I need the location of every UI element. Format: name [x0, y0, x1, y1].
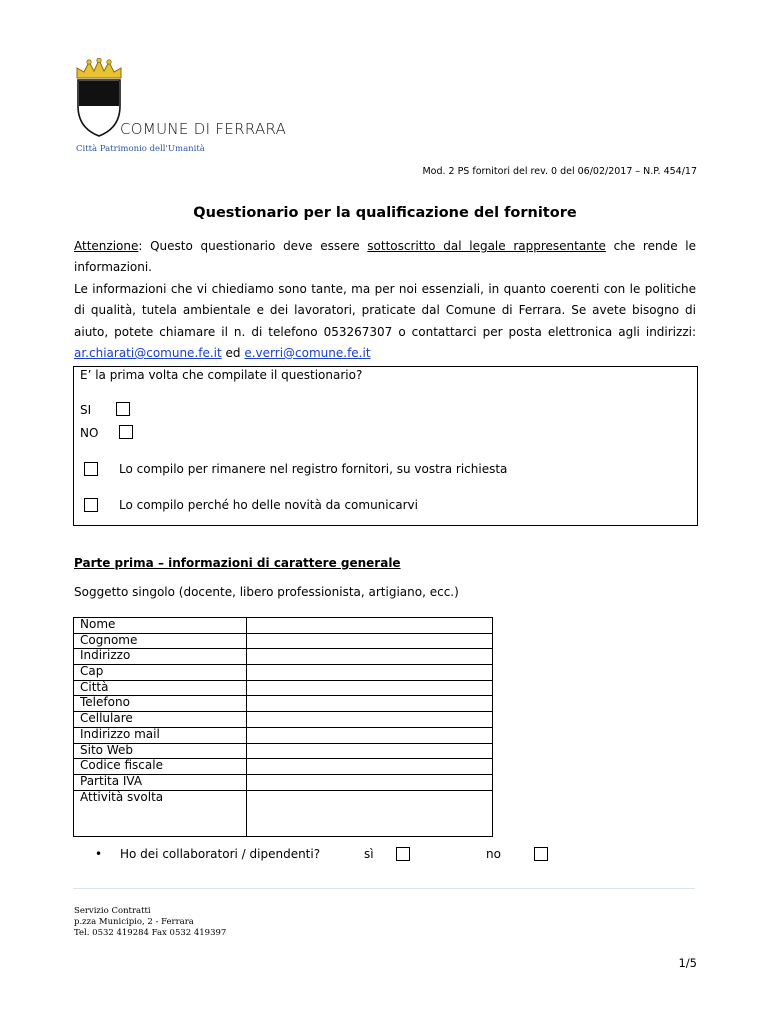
collaborators-no-checkbox[interactable]	[534, 847, 548, 861]
section-heading: Parte prima – informazioni di carattere generale	[74, 556, 401, 570]
field-input[interactable]	[247, 774, 493, 790]
option-2-label: Lo compilo perché ho delle novità da comunicarvi	[119, 498, 418, 512]
field-label: Cap	[74, 665, 247, 681]
field-label: Indirizzo	[74, 649, 247, 665]
field-label: Città	[74, 680, 247, 696]
table-row	[74, 665, 493, 681]
field-input[interactable]	[247, 665, 493, 681]
field-label: Cognome	[74, 633, 247, 649]
table-row	[74, 743, 493, 759]
field-label: Cellulare	[74, 712, 247, 728]
table-row	[74, 649, 493, 665]
first-time-box	[73, 366, 698, 526]
footer-line-3: Tel. 0532 419284 Fax 0532 419397	[74, 928, 227, 938]
field-input[interactable]	[247, 743, 493, 759]
field-label: Sito Web	[74, 743, 247, 759]
bullet-icon: •	[95, 847, 103, 861]
yes-checkbox[interactable]	[116, 402, 130, 416]
city-motto: Città Patrimonio dell'Umanità	[76, 144, 205, 154]
attention-text-2: che rende le informazioni.	[74, 239, 697, 275]
attention-underlined: sottoscritto dal legale rappresentante	[367, 239, 606, 253]
table-row	[74, 759, 493, 775]
table-row	[74, 696, 493, 712]
collaborators-no-label: no	[486, 847, 501, 861]
field-input[interactable]	[247, 727, 493, 743]
field-input[interactable]	[247, 680, 493, 696]
collaborators-yes-checkbox[interactable]	[396, 847, 410, 861]
section-subheading: Soggetto singolo (docente, libero professionista, artigiano, ecc.)	[74, 585, 459, 599]
intro-paragraph	[74, 279, 696, 364]
first-time-question: E’ la prima volta che compilate il questionario?	[80, 368, 363, 382]
footer-divider	[73, 888, 695, 889]
yes-label: SI	[80, 403, 92, 417]
table-row	[74, 727, 493, 743]
city-name: COMUNE DI FERRARA	[120, 120, 287, 138]
footer	[74, 906, 226, 939]
field-label: Codice fiscale	[74, 759, 247, 775]
collaborators-question: Ho dei collaboratori / dipendenti?	[120, 847, 321, 861]
crown-icon	[74, 58, 124, 80]
table-row	[74, 618, 493, 634]
and-text: ed	[221, 345, 245, 360]
option-2-checkbox[interactable]	[84, 498, 98, 512]
no-checkbox[interactable]	[119, 425, 133, 439]
table-row	[74, 633, 493, 649]
option-1-label: Lo compilo per rimanere nel registro fornitori, su vostra richiesta	[119, 462, 508, 476]
no-label: NO	[80, 426, 99, 440]
collaborators-yes-label: sì	[364, 847, 374, 861]
field-label: Attività svolta	[74, 790, 247, 836]
field-input[interactable]	[247, 790, 493, 836]
page-number: 1/5	[678, 956, 697, 970]
attention-text-1: : Questo questionario deve essere	[138, 239, 368, 253]
page-title: Questionario per la qualificazione del fornitore	[193, 205, 577, 221]
field-label: Nome	[74, 618, 247, 634]
email-link-1[interactable]: ar.chiarati@comune.fe.it	[74, 345, 222, 360]
attention-paragraph	[74, 236, 696, 279]
email-link-2[interactable]: e.verri@comune.fe.it	[244, 345, 371, 360]
field-label: Partita IVA	[74, 774, 247, 790]
footer-line-2: p.zza Municipio, 2 - Ferrara	[74, 917, 194, 927]
field-input[interactable]	[247, 712, 493, 728]
option-1-checkbox[interactable]	[84, 462, 98, 476]
table-row	[74, 712, 493, 728]
field-label: Telefono	[74, 696, 247, 712]
module-reference: Mod. 2 PS fornitori del rev. 0 del 06/02/2017 – N.P. 454/17	[422, 166, 697, 177]
table-row	[74, 790, 493, 836]
field-input[interactable]	[247, 759, 493, 775]
attention-label: Attenzione	[74, 239, 139, 253]
field-label: Indirizzo mail	[74, 727, 247, 743]
table-row	[74, 774, 493, 790]
general-info-table	[73, 617, 493, 837]
field-input[interactable]	[247, 649, 493, 665]
field-input[interactable]	[247, 618, 493, 634]
coat-of-arms-icon	[76, 78, 122, 138]
footer-line-1: Servizio Contratti	[74, 906, 151, 916]
table-row	[74, 680, 493, 696]
comune-logo	[72, 58, 332, 158]
field-input[interactable]	[247, 633, 493, 649]
intro-text: Le informazioni che vi chiediamo sono tante, ma per noi essenziali, in quanto coerenti con le politiche di qualità, tutela ambientale e dei lavoratori, praticate dal Comune di Ferrara. Se avete bisogno di aiuto, potete chiamare il n. di telefono 053267307 o contattarci per posta elettronica agli indirizzi:	[74, 282, 696, 339]
field-input[interactable]	[247, 696, 493, 712]
